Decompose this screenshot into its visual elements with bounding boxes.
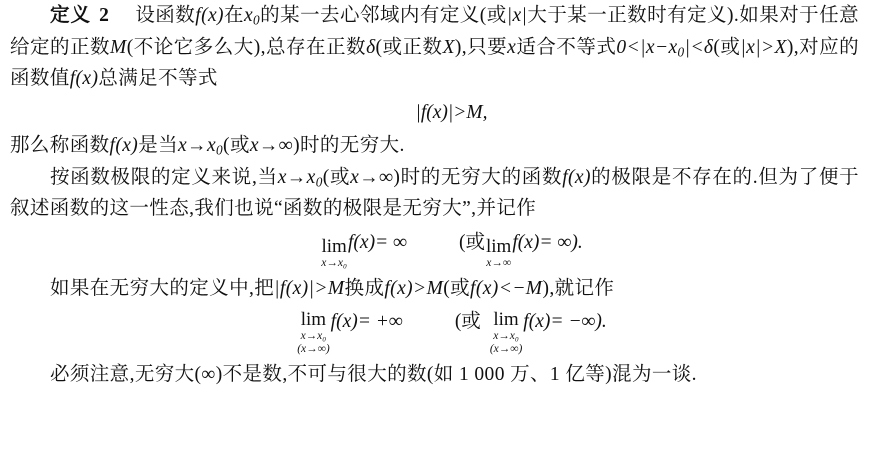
paragraph-3 bbox=[0, 162, 873, 225]
math-arrow-x-inf-1: x→∞ bbox=[249, 134, 294, 156]
p4-text-1: 如果在无穷大的定义中,把 bbox=[49, 277, 275, 299]
math-or-2: (或 bbox=[454, 311, 481, 333]
limit-operator-4 bbox=[489, 310, 523, 356]
math-eq-infty-close: f(x)= ∞). bbox=[512, 231, 583, 253]
math-eq-plus-infty: f(x)= +∞ bbox=[330, 311, 403, 333]
math-fx-lt-negM: f(x)<−M bbox=[470, 277, 543, 299]
p4-text-2: 换成 bbox=[344, 277, 385, 299]
lim-symbol: lim bbox=[486, 236, 512, 258]
lim-subscript: x→∞ bbox=[486, 257, 512, 270]
definition-text-3: 的某一去心邻域内有定义(或 bbox=[260, 5, 507, 26]
math-or-1: (或 bbox=[459, 231, 485, 253]
p3-text-3: )时的无穷大的函数 bbox=[393, 166, 563, 188]
definition-text-4: 大于某一正数时有定义).如果对于任意给定的正数 bbox=[10, 5, 859, 58]
definition-text-6: (或正数 bbox=[375, 36, 443, 58]
math-fx-4: f(x) bbox=[562, 166, 591, 188]
math-abs-fx-gt-M-2: |f(x)|>M bbox=[274, 277, 345, 299]
math-fx-2: f(x) bbox=[69, 68, 99, 90]
display-equation-2 bbox=[0, 228, 873, 271]
math-x0-1: $x_0$ bbox=[243, 5, 261, 28]
math-inequality-chain: $0<|x-x_0|<\delta$ bbox=[616, 36, 714, 60]
definition-text-10: ),对应的函数值 bbox=[10, 36, 860, 90]
definition-text-5: (不论它多么大),总存在正数 bbox=[126, 36, 367, 58]
definition-paragraph bbox=[0, 0, 873, 95]
math-x-1: x bbox=[507, 36, 517, 58]
display-equation-3 bbox=[0, 307, 873, 356]
math-M-1: M bbox=[110, 36, 127, 58]
p2-text-2: 是当 bbox=[138, 134, 178, 156]
definition-text-9: (或 bbox=[713, 36, 741, 58]
lim-subscript-alt: (x→∞) bbox=[489, 343, 523, 356]
p3-text-2: (或 bbox=[322, 166, 351, 188]
definition-text-11: 总满足不等式 bbox=[98, 68, 218, 90]
lim-symbol: lim bbox=[300, 309, 327, 331]
definition-number: 2 bbox=[99, 5, 110, 26]
math-abs-fx-gt-M: |f(x)|>M, bbox=[415, 101, 488, 123]
definition-text-8: 适合不等式 bbox=[516, 36, 617, 58]
definition-text-1: 设函数 bbox=[135, 5, 196, 26]
math-arrow-x-inf-2: x→∞ bbox=[350, 166, 394, 188]
paragraph-2 bbox=[0, 130, 873, 162]
math-abs-x-1: |x| bbox=[506, 5, 528, 26]
lim-symbol: lim bbox=[493, 309, 519, 331]
limit-operator-1 bbox=[320, 237, 348, 270]
p2-text-1: 那么称函数 bbox=[10, 134, 110, 156]
math-arrow-x-x0-1: $x\to x_0$ bbox=[178, 134, 224, 158]
lim-symbol: lim bbox=[321, 236, 347, 258]
math-X: X bbox=[442, 36, 455, 58]
lim-subscript: x→x₀ bbox=[300, 330, 327, 343]
p2-text-4: )时的无穷大. bbox=[293, 134, 405, 156]
math-fx-3: f(x) bbox=[109, 134, 139, 156]
lim-subscript: x→x₀ bbox=[493, 330, 519, 343]
math-abs-x-gt-X: |x|>X bbox=[740, 36, 787, 58]
paragraph-4 bbox=[0, 273, 873, 305]
math-fx-1: f(x) bbox=[195, 5, 224, 26]
p3-text-1: 按函数极限的定义来说,当 bbox=[49, 166, 278, 188]
math-eq-infty: f(x)= ∞ bbox=[348, 231, 407, 253]
lim-subscript-alt: (x→∞) bbox=[297, 343, 330, 356]
paragraph-5 bbox=[0, 359, 873, 391]
limit-operator-3 bbox=[296, 310, 330, 356]
definition-text-2: 在 bbox=[223, 5, 244, 26]
math-eq-minus-infty: f(x)= −∞). bbox=[523, 311, 607, 333]
lim-subscript: x→x₀ bbox=[321, 257, 347, 270]
definition-label: 定义 bbox=[49, 5, 92, 26]
math-arrow-x-x0-2: $x\to x_0$ bbox=[277, 166, 323, 190]
p3-text-4: 的极限是不存在的.但为了便于叙述函数的这一性态,我们也说“函数的极限是无穷大”,并记作 bbox=[10, 166, 859, 220]
math-delta: δ bbox=[366, 36, 376, 58]
p4-text-3: (或 bbox=[443, 277, 471, 299]
math-fx-gt-M: f(x)>M bbox=[384, 277, 444, 299]
display-equation-1 bbox=[0, 98, 873, 128]
definition-text-7: ),只要 bbox=[454, 36, 508, 58]
limit-operator-2 bbox=[485, 237, 512, 270]
p4-text-4: ),就记作 bbox=[542, 277, 615, 299]
p2-text-3: (或 bbox=[223, 134, 250, 156]
p5-text: 必须注意,无穷大(∞)不是数,不可与很大的数(如 1 000 万、1 亿等)混为一谈. bbox=[49, 363, 697, 385]
